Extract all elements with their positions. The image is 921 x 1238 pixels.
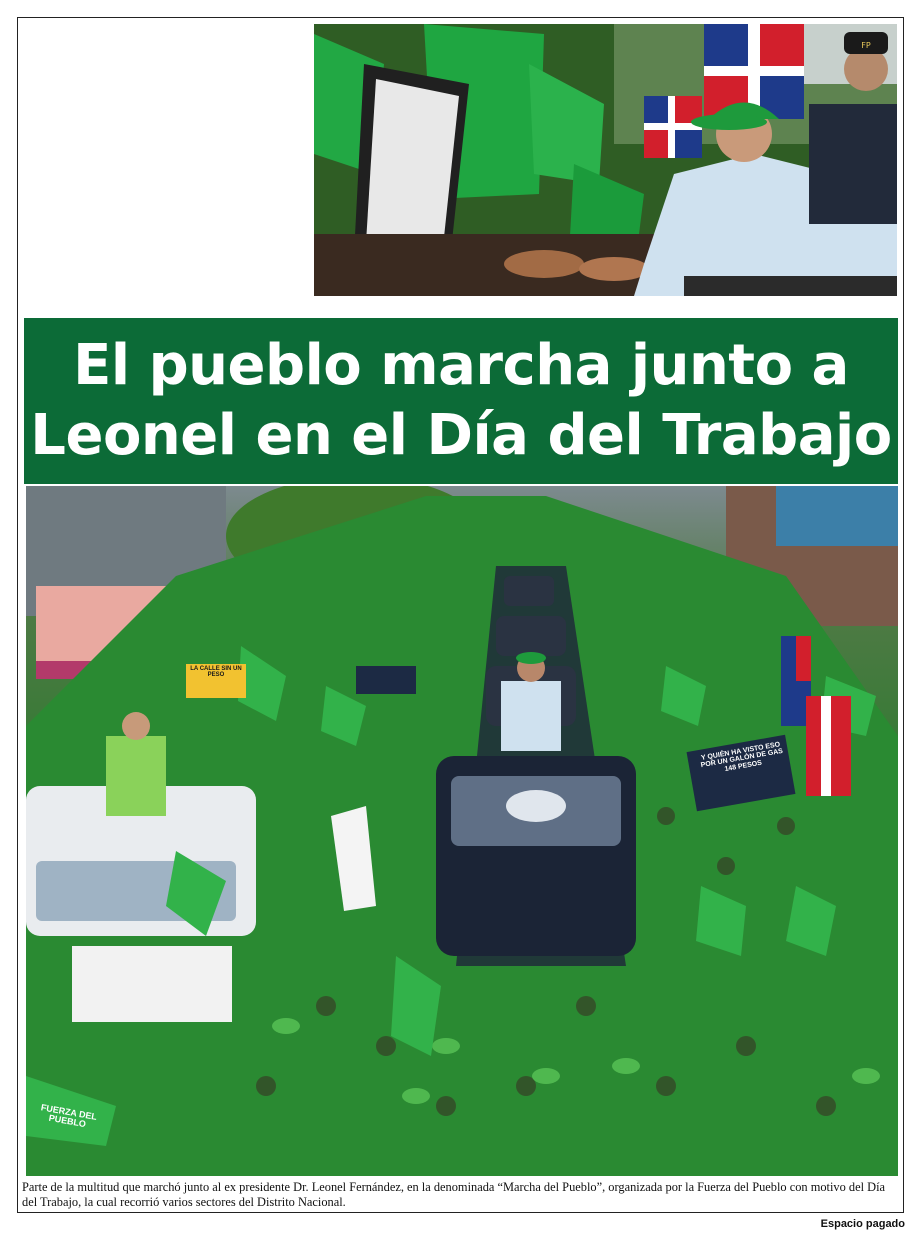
- fuerza-del-pueblo-banner: FUERZA DEL PUEBLO: [40, 1102, 98, 1130]
- dominican-flag-2: [644, 96, 702, 158]
- headline-line-2: Leonel en el Día del Trabajo: [30, 403, 892, 468]
- main-photo: [26, 486, 898, 1176]
- photo-caption: Parte de la multitud que marchó junto al ex presidente Dr. Leonel Fernández, en la denominada “Marcha del Pueblo”, organizada por la Fuerza del Pueblo con motivo del Día del Trabajo, la cual recorrió varios sectores del Distrito Nacional.: [22, 1180, 886, 1209]
- calle-sin-un-peso-sign: LA CALLE SIN UN PESO: [190, 666, 242, 679]
- headline-band: [24, 318, 898, 484]
- paid-space-label: Espacio pagado: [820, 1218, 905, 1230]
- top-photo: [314, 24, 897, 296]
- main-photo-illustration: [26, 486, 898, 1176]
- cap-logo-text: FP: [861, 41, 871, 50]
- headline: [30, 331, 891, 471]
- top-photo-illustration: [314, 24, 897, 296]
- gas-price-sign: Y QUIÉN HA VISTO ESO POR UN GALÓN DE GAS 148 PESOS: [700, 741, 784, 773]
- headline-line-1: El pueblo marcha junto a: [73, 333, 849, 398]
